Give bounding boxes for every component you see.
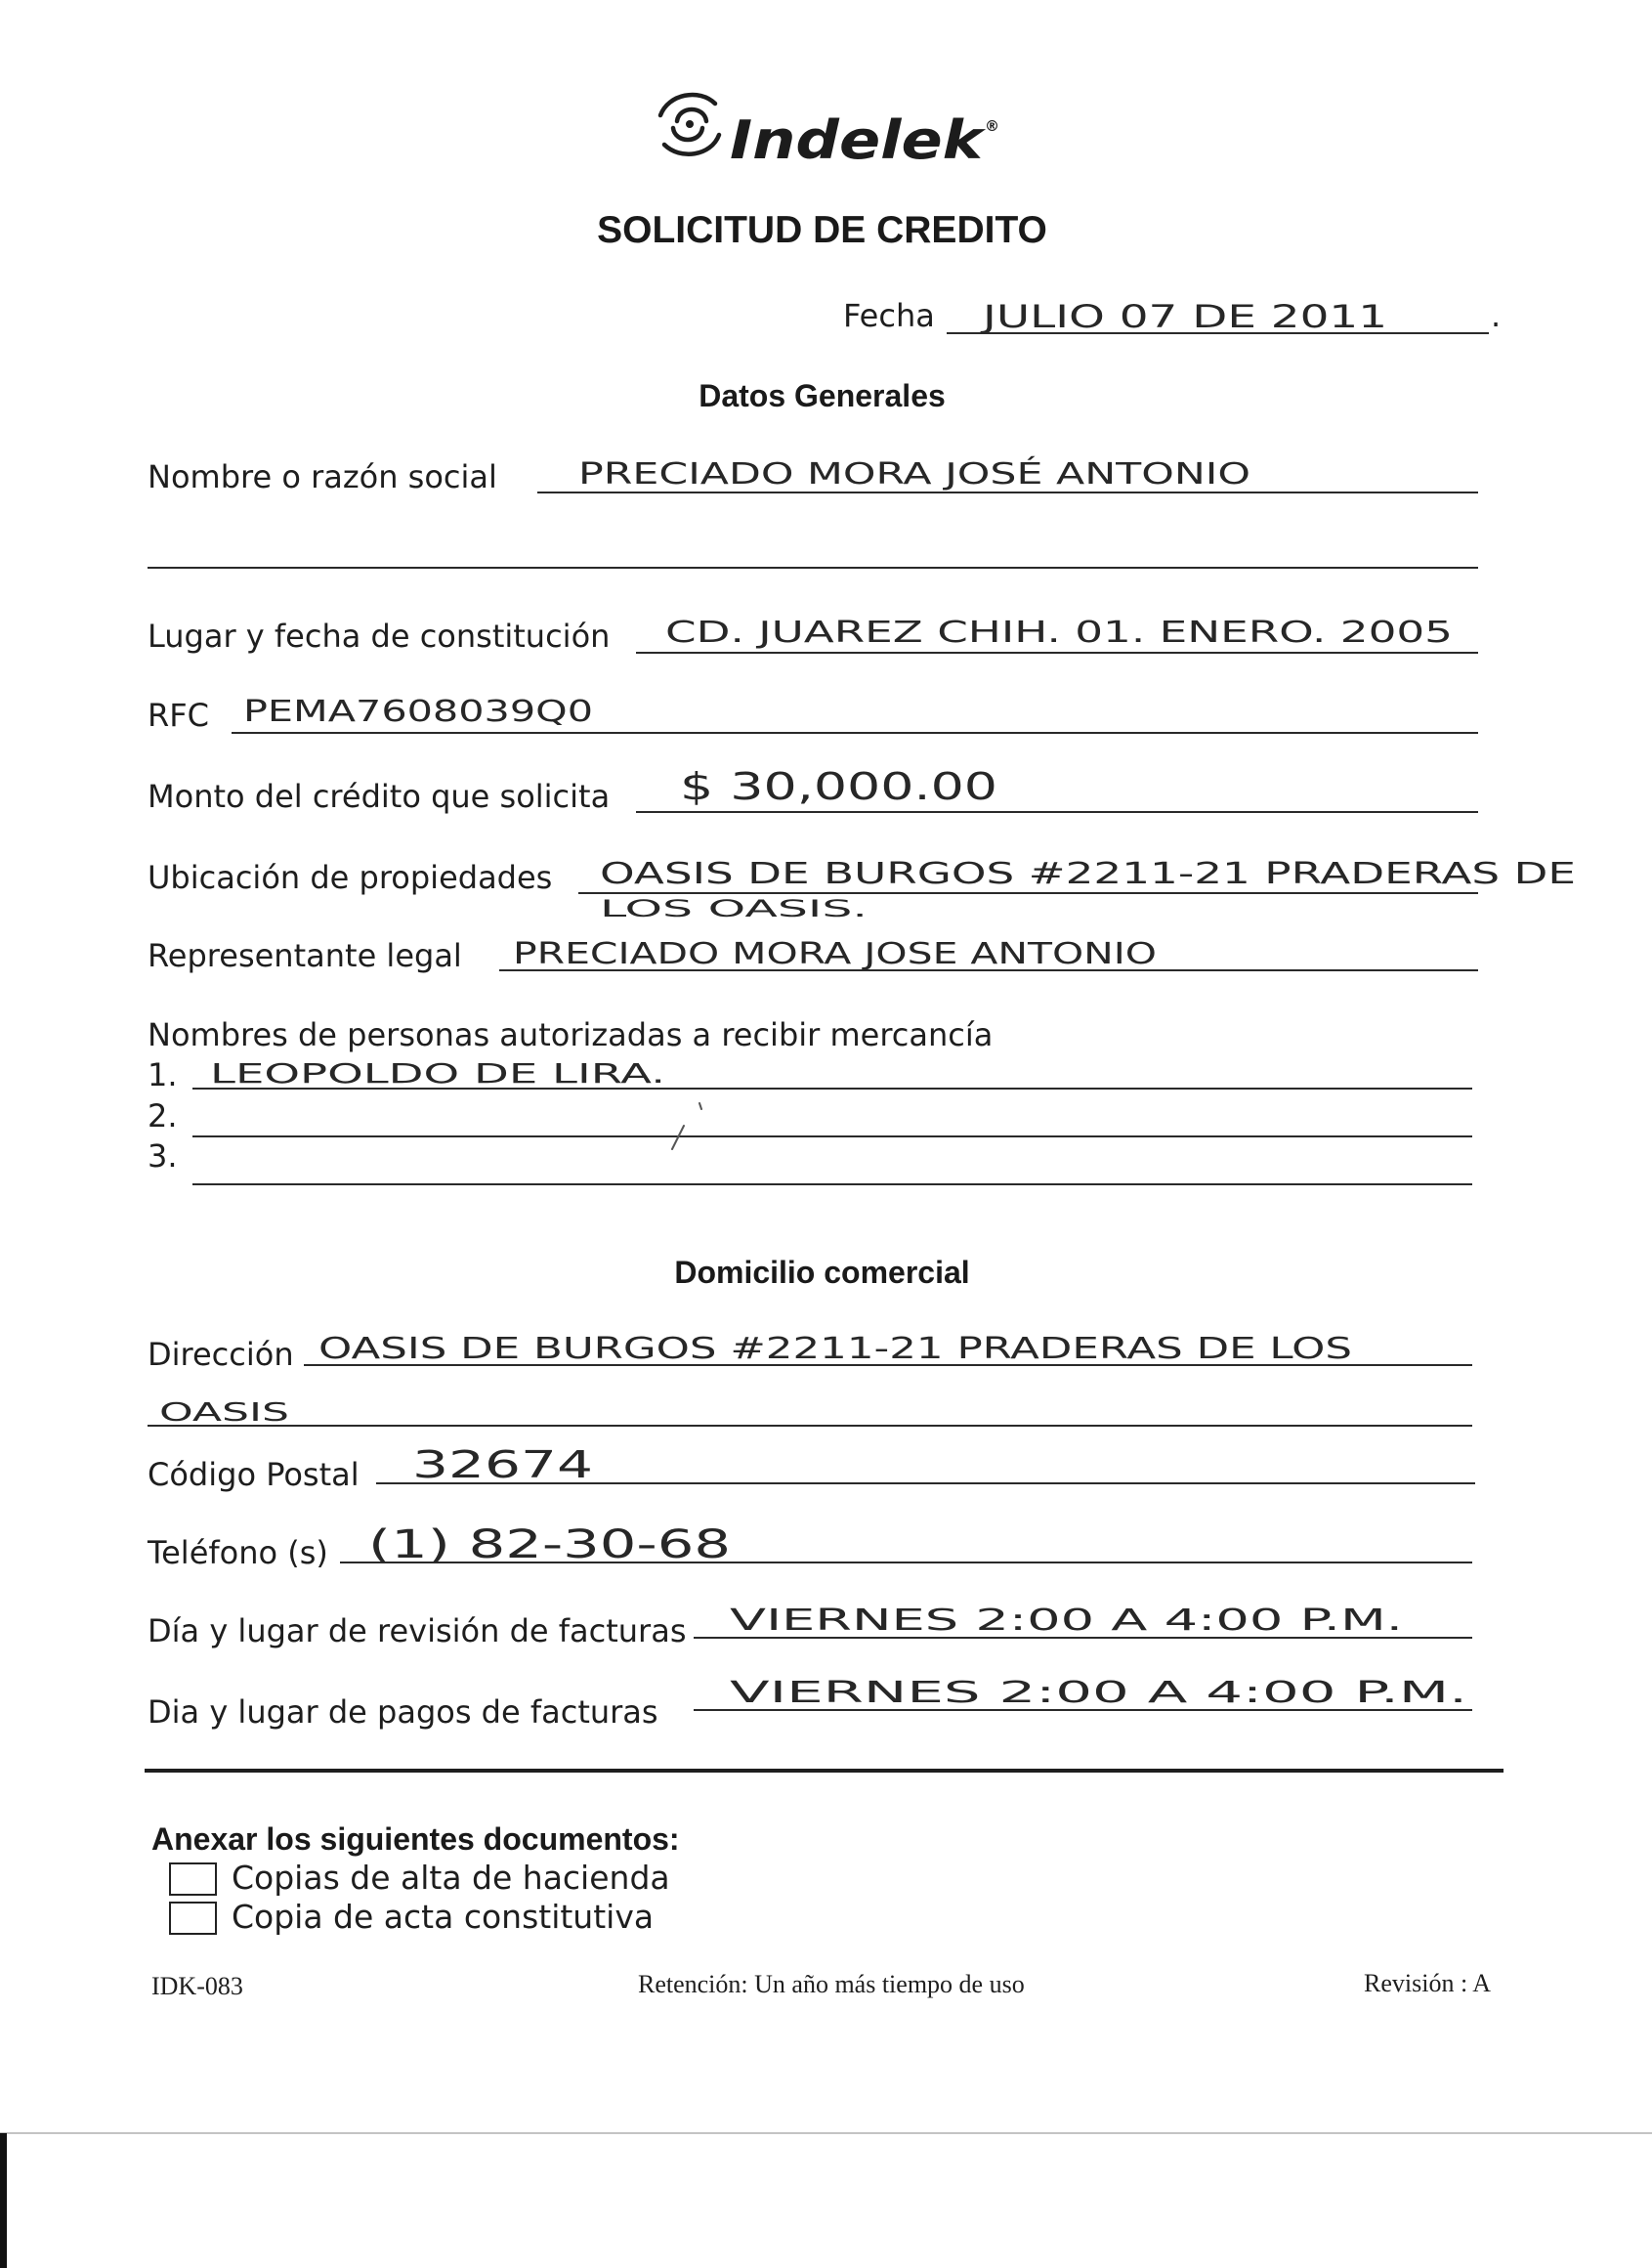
autorizado-number-3: 3. bbox=[148, 1137, 178, 1175]
lugar-fecha-value: CD. JUAREZ CHIH. 01. ENERO. 2005 bbox=[665, 616, 1453, 650]
handwritten-entries bbox=[159, 298, 1576, 1710]
direccion-value-line-1: OASIS DE BURGOS #2211-21 PRADERAS DE LOS bbox=[318, 1332, 1352, 1366]
rfc-value: PEMA7608039Q0 bbox=[243, 695, 593, 729]
autorizados-label: Nombres de personas autorizadas a recibir mercancía bbox=[148, 1016, 994, 1053]
scan-left-edge bbox=[0, 2133, 7, 2268]
ubicacion-value-line-2: LOS OASIS. bbox=[600, 895, 868, 922]
revision-facturas-line bbox=[694, 1637, 1472, 1639]
representante-line bbox=[499, 969, 1478, 971]
fecha-value: JULIO 07 DE 2011 bbox=[980, 298, 1387, 335]
anexo-label-1: Copias de alta de hacienda bbox=[232, 1859, 670, 1897]
retention-note: Retención: Un año más tiempo de uso bbox=[638, 1970, 1025, 1998]
autorizado-value-1: LEOPOLDO DE LIRA. bbox=[210, 1057, 665, 1090]
telefono-line bbox=[340, 1562, 1472, 1563]
direccion-line bbox=[304, 1364, 1472, 1366]
swirl-center bbox=[686, 120, 694, 128]
swirl-arm-outer-bottom bbox=[664, 135, 719, 154]
codigo-postal-label: Código Postal bbox=[148, 1456, 360, 1493]
telefono-label: Teléfono (s) bbox=[148, 1534, 328, 1571]
monto-label: Monto del crédito que solicita bbox=[148, 778, 611, 815]
anexo-checkbox-2 bbox=[169, 1902, 217, 1935]
revision-facturas-label: Día y lugar de revisión de facturas bbox=[148, 1612, 687, 1649]
fecha-label: Fecha bbox=[843, 297, 935, 334]
fecha-trailing-period: . bbox=[1491, 297, 1502, 334]
codigo-postal-line bbox=[376, 1482, 1475, 1484]
autorizado-number-1: 1. bbox=[148, 1056, 178, 1093]
telefono-value: (1) 82-30-68 bbox=[368, 1522, 731, 1567]
fecha-line bbox=[947, 332, 1489, 334]
revision-note: Revisión : A bbox=[1364, 1969, 1492, 1997]
ubicacion-value-line-1: OASIS DE BURGOS #2211-21 PRADERAS DE bbox=[600, 857, 1576, 891]
revision-facturas-value: VIERNES 2:00 A 4:00 P.M. bbox=[730, 1604, 1403, 1638]
direccion-extra-line bbox=[148, 1425, 1472, 1427]
company-logo bbox=[660, 95, 999, 171]
rfc-label: RFC bbox=[148, 697, 209, 734]
ubicacion-line bbox=[578, 892, 1478, 894]
pagos-facturas-line bbox=[694, 1709, 1472, 1711]
autorizado-line-1 bbox=[192, 1088, 1472, 1090]
autorizado-line-2 bbox=[192, 1135, 1472, 1137]
nombre-value: PRECIADO MORA JOSÉ ANTONIO bbox=[578, 457, 1051, 492]
scan-edge-line bbox=[0, 2132, 1652, 2134]
domicilio-heading: Domicilio comercial bbox=[674, 1255, 970, 1290]
pagos-facturas-value: VIERNES 2:00 A 4:00 P.M. bbox=[730, 1676, 1467, 1710]
anexo-label-2: Copia de acta constitutiva bbox=[232, 1898, 655, 1936]
monto-value: $ 30,000.00 bbox=[680, 765, 997, 808]
rfc-line bbox=[232, 732, 1478, 734]
lugar-fecha-line bbox=[636, 652, 1478, 654]
form-code: IDK-083 bbox=[151, 1972, 243, 2000]
registered-mark: ® bbox=[985, 117, 999, 135]
anexo-checkbox-1 bbox=[169, 1862, 217, 1896]
nombre-label: Nombre o razón social bbox=[148, 458, 497, 495]
logo-wordmark: Indelek bbox=[730, 109, 987, 171]
representante-value: PRECIADO MORA JOSE ANTONIO bbox=[513, 937, 1157, 971]
anexos-heading: Anexar los siguientes documentos: bbox=[151, 1821, 680, 1857]
monto-line bbox=[636, 811, 1478, 813]
swirl-logo-icon bbox=[660, 95, 719, 154]
lugar-fecha-label: Lugar y fecha de constitución bbox=[148, 618, 611, 655]
pen-mark bbox=[672, 1103, 701, 1149]
swirl-arm-inner-bottom bbox=[673, 128, 702, 140]
direccion-value-line-2: OASIS bbox=[159, 1398, 289, 1428]
ubicacion-label: Ubicación de propiedades bbox=[148, 859, 553, 896]
direccion-label: Dirección bbox=[148, 1336, 294, 1373]
swirl-arm-inner-top bbox=[677, 109, 706, 121]
datos-generales-heading: Datos Generales bbox=[699, 378, 946, 413]
representante-label: Representante legal bbox=[148, 937, 462, 974]
autorizado-line-3 bbox=[192, 1183, 1472, 1185]
nombre-line bbox=[537, 492, 1478, 493]
nombre-extra-line bbox=[148, 567, 1478, 569]
autorizado-number-2: 2. bbox=[148, 1097, 178, 1134]
form-title: SOLICITUD DE CREDITO bbox=[597, 209, 1047, 251]
swirl-arm-outer-top bbox=[660, 95, 715, 115]
codigo-postal-value: 32674 bbox=[412, 1443, 593, 1486]
section-divider bbox=[145, 1769, 1504, 1773]
pagos-facturas-label: Dia y lugar de pagos de facturas bbox=[148, 1693, 658, 1731]
